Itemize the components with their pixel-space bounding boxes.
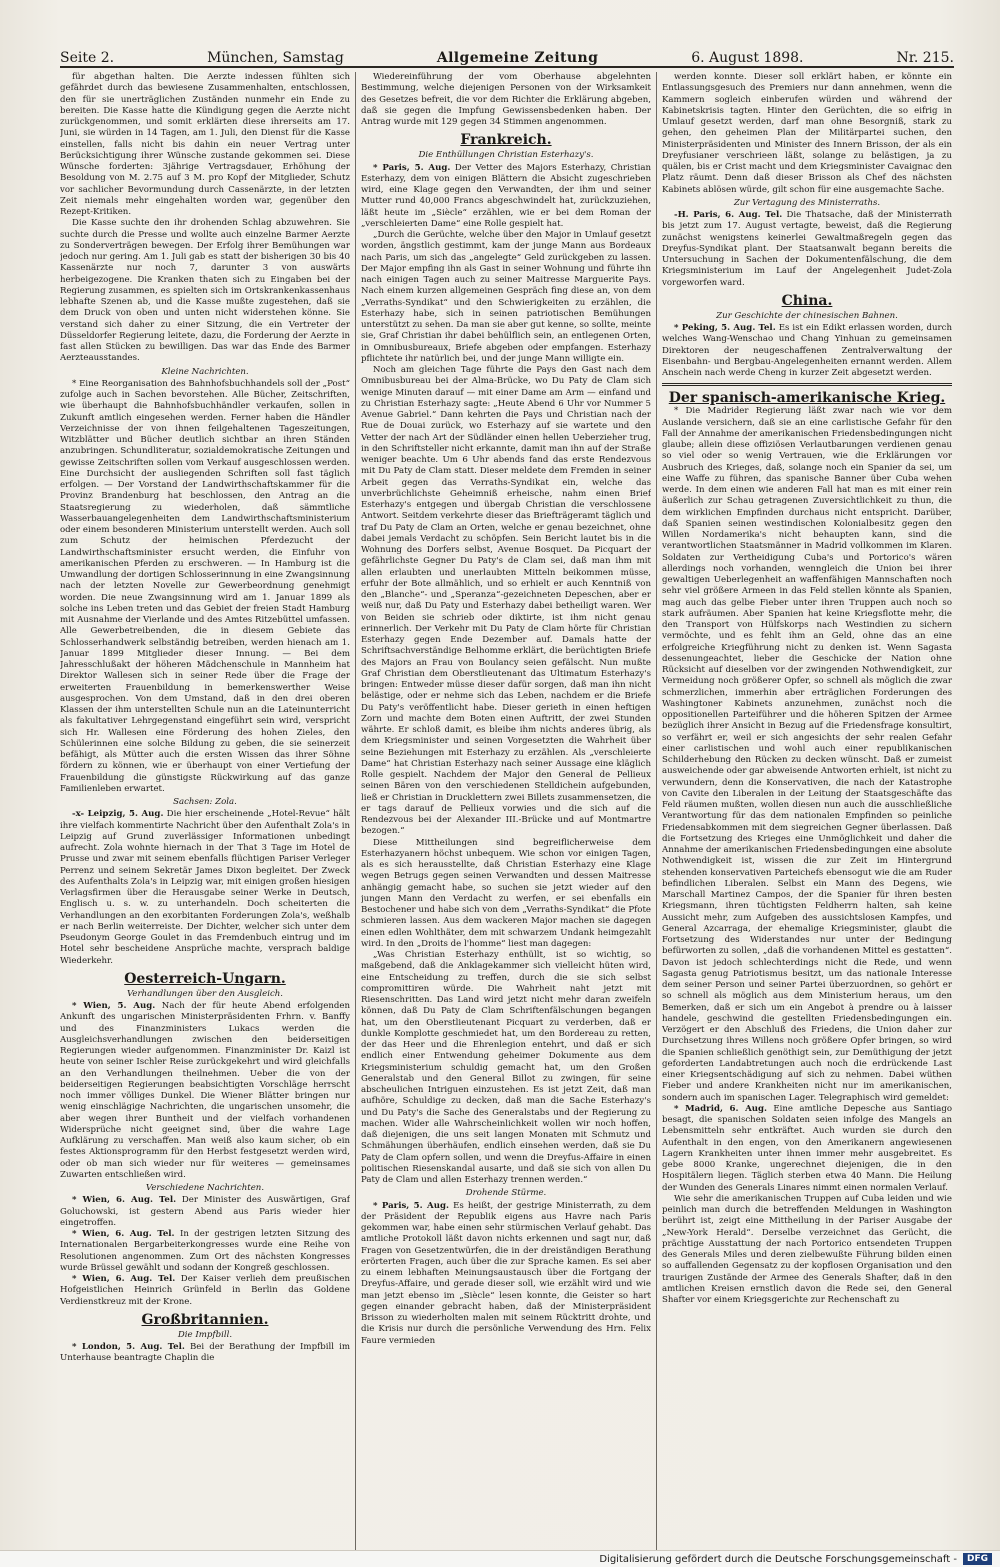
paragraph-text: werden konnte. Dieser soll erklärt haben, er könnte ein Entlassungsgesuch des Premiers nur dann annehmen, wenn die Kammern sogleich einberufen würden und während der Kabinetskrisis tagten. Hinter den Gerüchten, die so eifrig in Umlauf gesetzt werden, darf man ohne Besorgniß, stark zu gehen, den geheimen Plan der Militärpartei suchen, den Ministerpräsidenten und Minister des Innern Brisson, der als ein Dreyfusianer verschrieen läßt, solange zu belästigen, ja zu quälen, bis er Crist macht und dem Kriegsminister Cavaignac den Platz räumt. Denn daß dieser Brisson als Chef des nächsten Kabinets ablösen würde, gilt schon für eine ausgemachte Sache. [662,72,952,195]
sub-heading: Drohende Stürme. [465,1188,547,1199]
article-paragraph [361,838,651,951]
column-2 [361,72,651,1550]
paragraph-text: „Was Christian Esterhazy enthüllt, ist so wichtig, so maßgebend, daß die Anklagekammer sich vielleicht hüten wird, eine Entscheidung zu treffen, durch die sie sich selbst compromittiren würde. Die Wahrheit naht jetzt mit Riesenschritten. Das Land wird jetzt nicht mehr daran zweifeln können, daß Du Paty de Clam Schriftenfälschungen begangen hat, um den Oberstlieutenant Picquart zu verderben, daß er dunkle Komplotte geschmiedet hat, um den Bordereau zu retten, der das Heer und die Ehrenlegion entehrt, und daß er sich endlich einer Entwendung geheimer Dokumente aus dem Kriegsministerium schuldig gemacht hat, um den Großen Generalstab und den General Billot zu zwingen, für seine abscheulichen Intriguen einzustehen. Es ist jetzt Zeit, daß man aufhöre, Schuldige zu decken, daß man die Sache Esterhazy's und Du Paty's die Sache des Generalstabs und der Regierung zu machen. Wider alle Wahrscheinlichkeit wollen wir noch hoffen, daß diejenigen, die uns seit langen Monaten mit Schmutz und Schmähungen überhäufen, endlich einsehen werden, daß sie Du Paty de Clam opfern sollen, und wenn die Dreyfus-Affaire in einen politischen Riesenskandal ausarte, und daß sie sich von allen Du Paty de Clam und allen Esterhazy trennen werden.“ [361,950,651,1185]
article-paragraph [60,809,350,967]
article-paragraph [60,1195,350,1229]
dateline: -x- Leipzig, 5. Aug. [72,809,164,820]
article-paragraph [60,1274,350,1308]
dfg-logo: DFG [963,1553,992,1565]
paragraph-text: Die Thatsache, daß der Ministerrath bis jetzt zum 17. August vertagte, beweist, daß die Regierung zunächst wenigstens keinerlei Gewaltmaßregeln gegen das Dreyfus-Syndikat plant. Der Staatsanwalt begann bereits die Untersuchung in Sachen der Dokumentenfälschung, die dem Kriegsministerium im Lauf der Angelegenheit Judet-Zola vorgeworfen ward. [662,210,952,288]
paragraph-text: Der Kaiser verlieh dem preußischen Hofgeistlichen Heinrich Grünfeld in Berlin das Goldene Verdienstkreuz mit der Krone. [60,1274,350,1307]
article-paragraph [662,323,952,379]
sub-heading: Kleine Nachrichten. [161,366,249,377]
article-paragraph [60,1001,350,1181]
page-header [60,40,954,66]
sub-heading: Verschiedene Nachrichten. [145,1183,265,1193]
article-paragraph [60,1342,350,1365]
column-divider [355,72,356,1550]
dateline: * Wien, 6. Aug. Tel. [72,1229,175,1239]
column-divider [656,72,657,1550]
funding-credit: Digitalisierung gefördert durch die Deutsche Forschungsgemeinschaft - [599,1553,957,1565]
dateline: * Wien, 6. Aug. Tel. [72,1274,176,1284]
article-paragraph [60,72,350,218]
article-paragraph [662,210,952,289]
article-paragraph [662,406,952,1104]
place-day: München, Samstag [207,50,344,66]
article-paragraph [361,1201,651,1347]
digitization-footer [0,1550,1000,1567]
article-paragraph [60,1229,350,1274]
dateline: * Wien, 6. Aug. Tel. [72,1195,177,1206]
issue-number: Nr. 215. [896,50,954,66]
paragraph-text: * Eine Reorganisation des Bahnhofsbuchhandels soll der „Post“ zufolge auch in Sachen bevorstehen. Alle Bücher, Zeitschriften, wie überhaupt die Bahnhofsbuchhändler verkaufen, sollen in Zukunft amtlich eingesehen werden. Ferner haben die Händler Verzeichnisse der von ihnen feilgehaltenen Tageszeitungen, Witzblätter und Bücher deutlich sichtbar an ihren Ständen anzubringen. Schundliteratur, sozialdemokratische Zeitungen und gewisse Zeitschriften sollen vom Verkauf ausgeschlossen werden. Eine Durchsicht der ausliegenden Schriften soll fast täglich erfolgen. — Der Vorstand der Landwirthschaftskammer für die Provinz Brandenburg hat beschlossen, den Antrag an die Staatsregierung zu wiederholen, daß sämmtliche Wasserbauangelegenheiten dem Landwirthschaftsministerium oder einem besonderen Ministerium unterstellt werden. Auch soll zum Schutz der heimischen Pferdezucht der Landwirthschaftsminister ersucht werden, die Einfuhr von amerikanischen Pferden zu erschweren. — In Hamburg ist die Umwandlung der dortigen Schlosserinnung in eine Zwangsinnung nach der letzten Novelle zur Gewerbeordnung genehmigt worden. Die neue Zwangsinnung wird am 1. Januar 1899 als solche ins Leben treten und das Gebiet der freien Stadt Hamburg mit Ausnahme der Vierlande und des Amtes Ritzebüttel umfassen. Alle Gewerbetreibenden, die in diesem Gebiete das Schlosserhandwerk selbständig betreiben, werden hienach am 1. Januar 1899 Mitglieder dieser Innung. — Bei dem Jahresschlußakt der höheren Mädchenschule in Mannheim hat Direktor Wallesen sich in seiner Rede über die Frage der erweiterten Frauenbildung in bemerkenswerther Weise ausgesprochen. Von dem Umstand, daß in den drei oberen Klassen der ihm unterstellten Schule nun an die Lateinunterricht als fakultativer Lehrgegenstand eingeführt sein wird, verspricht sich Hr. Wallesen eine Förderung des hohen Zieles, den Schülerinnen eine solche Bildung zu geben, die sie seinerzeit befähigt, als Mütter auch die ersten Wissen das ihrer Söhne fördern zu können, wie er überhaupt von einer Vertiefung der Frauenbildung die günstigste Rückwirkung auf das ganze Familienleben erwartet. [60,378,350,794]
paragraph-text: Wiedereinführung der vom Oberhause abgelehnten Bestimmung, welche diejenigen Personen von der Wirksamkeit des Gesetzes befreit, die vor dem Richter die Erklärung abgeben, daß sie gegen die Impfung Gewissensbedenken haben. Der Antrag wurde mit 129 gegen 34 Stimmen angenommen. [361,72,651,127]
article-paragraph [60,218,350,364]
paragraph-text: In der gestrigen letzten Sitzung des Internationalen Bergarbeiterkongresses wurde eine Reihe von Resolutionen angenommen. Zum Ort des nächsten Kongresses wurde Brüssel gewählt und sodann der Kongreß geschlossen. [60,1229,350,1273]
page-number: Seite 2. [60,50,115,66]
sub-heading: Sachsen: Zola. [173,797,237,807]
article-paragraph [361,72,651,128]
paragraph-text: Wie sehr die amerikanischen Truppen auf Cuba leiden und wie peinlich man durch die betreffenden Meldungen in Washington berührt ist, zeigt eine Mittheilung in der Pariser Ausgabe der „New-York Herald“. Derselbe verzeichnet das Gerücht, die prächtige Ausstattung der nach Portorico entsendeten Truppen des Generals Miles und deren zielbewußte Führung bilden einen so auffallenden Gegensatz zu der kopflosen Organisation und den traurigen Zustände der Armee des Generals Shafter, daß in den amtlichen Kreisen ernstlich davon die Rede sei, den General Shafter vor einem Kriegsgerichte zur Rechenschaft zu [662,1193,952,1305]
article-paragraph [662,72,952,196]
paragraph-text: Der Minister des Auswärtigen, Graf Goluchowski, ist gestern Abend aus Paris wieder hier eingetroffen. [60,1195,350,1228]
article-paragraph [361,163,651,231]
article-paragraph [361,950,651,1186]
paragraph-text: Eine amtliche Depesche aus Santiago besagt, die spanischen Soldaten seien infolge des Mangels an Lebensmitteln sehr entkräftet. Auch wurden sie durch den Aufenthalt in den engen, von den Amerikanern angewiesenen Lagern Krankheiten unter ihnen immer mehr ausgebreitet. Es gebe 8000 Kranke, ungerechnet diejenigen, die in den Hospitälern liegen. Täglich sterben etwa 40 Mann. Die Heilung der Wunden des Generals Linares nimmt einen normalen Verlauf. [662,1103,952,1193]
paragraph-text: für abgethan halten. Die Aerzte indessen fühlten sich gefährdet durch das bewiesene Zusammenhalten, entschlossen, den für sie unerträglichen Zuständen nunmehr ein Ende zu bereiten. Die Kasse hatte die Kündigung gegen die Aerzte nicht zurückgenommen, und somit erklärten diese ihrerseits am 17. Juni, sie würden in 14 Tagen, am 1. Juli, den Dienst für die Kasse einstellen, falls nicht bis dahin ein neuer Vertrag unter Berücksichtigung ihrer Wünsche zustande gekommen sei. Diese Wünsche forderten: 3jährige Vertragsdauer, Erhöhung der Besoldung von M. 2.75 auf 3 M. pro Kopf der Mitglieder, Schutz vor sachlicher Bevormundung durch Cassenärzte, in der letzten Zeit niemals mehr eingehalten worden war, gegenüber den Rezept-Kritiken. [60,72,350,217]
header-rule [60,66,954,68]
dateline: * Paris, 5. Aug. [373,1200,449,1211]
section-heading: Großbritannien. [141,1311,269,1328]
dateline: * Peking, 5. Aug. Tel. [674,323,776,333]
paragraph-text: Noch am gleichen Tage führte die Pays den Gast nach dem Omnibusbureau bei der Alma-Brücke, wo Du Paty de Clam sich wenige Minuten darauf — mit einer Dame am Arm — einfand und zu Christian Esterhazy sagte: „Heute Abend 6 Uhr vor Nummer 5 Avenue Gabriel.“ Dann kehrten die Pays und Christian nach der Rue de Douai zurück, wo Esterhazy auf sie wartete und den Vetter der nach Art der Südländer einen hellen Ueberzieher trug, in den Schriftsteller nicht erkannte, damit man ihn auf der Straße weniger beachte. Um 6 Uhr abends fand das erste Rendezvous mit Du Paty de Clam statt. Dieser meldete dem Fremden in seiner Arbeit gegen das Verraths-Syndikat ein, welche das unverbrüchlichste Geheimniß erheische, nahm einen Brief Esterhazy's entgegen und übergab Christian die verschlossene Antwort. Seitdem verkehrte dieser das Briefträgeramt täglich und traf Du Paty de Clam an Orten, welche er genau bezeichnet, ohne dabei jemals Verdacht zu schöpfen. Sein Bericht lautet bis in die Wohnung des Dorfers selbst, Avenue Bosquet. Da Picquart der gefährlichste Gegner Du Paty's de Clam sei, daß man ihm mit allen erlaubten und unerlaubten Mitteln beikommen müsse, erfuhr der Bote allmählich, und so erhielt er auch Kenntniß von den „Blanche“- und „Speranza“-gezeichneten Depeschen, aber er weiß nur, daß Du Paty und Esterhazy dabei betheiligt waren. Wer von Beiden sie schrieb oder diktirte, ist ihm nicht genau erinnerlich. Der Verkehr mit Du Paty de Clam hörte für Christian Esterhazy gegen Ende Dezember auf. Damals hatte der Schriftsachverständige Belhomme erklärt, die berüchtigten Briefe des Majors an Frau von Boulancy seien gefälscht. Nun mußte Graf Christian dem Oberstlieutenant das Ultimatum Esterhazy's bringen: Entweder müsse dieser dafür sorgen, daß man ihn nicht belästige, oder er nehme sich das Leben, nachdem er die Briefe Du Paty's veröffentlicht habe. Dieser gerieth in einen heftigen Zorn und machte dem Boten einen Auftritt, der zwei Stunden währte. Er schloß damit, es bleibe ihm nichts anderes übrig, als dem Kriegsminister und seinen Vorgesetzten die Wahrheit über seine Beziehungen mit Esterhazy zu erzählen. Als „verschleierte Dame“ hat Christian Esterhazy nach seiner Aussage eine kläglich Rolle gespielt. Nachdem der Major den General de Pellieux seinen Bären von den verschiedenen Stelldichein aufgebunden, ließ er Christian in Drucklettern zwei Billets zusammensetzen, die er tags darauf de Pellieux vorwies und die sich auf die Rendezvous bei der Alexander III.-Brücke und auf Montmartre bezogen.“ [361,365,651,837]
paragraph-text: Nach der für heute Abend erfolgenden Ankunft des ungarischen Ministerpräsidenten Frhrn. v. Banffy und des Finanzministers Lukacs werden die Ausgleichsverhandlungen zwischen den beiderseitigen Regierungen wieder aufgenommen. Finanzminister Dr. Kaizl ist heute von seiner Ischler Reise zurückgekehrt und wird gleichfalls an den Verhandlungen theilnehmen. Ueber die von der beiderseitigen Regierungen beabsichtigten Vorschläge herrscht noch immer völliges Dunkel. Die Wiener Blätter bringen nur wenig einschlägige Nachrichten, die ungarischen unsomehr, die aber wegen ihrer Buntheit und der vielfach vorhandenen Widersprüche nicht geeignet sind, über die wahre Lage Aufklärung zu verschaffen. Man weiß also kaum sicher, ob ein festes Aktionsprogramm für den Herbst festgesetzt werden wird, oder ob man sich wieder nur für weiteres — gemeinsames Zuwarten entschließen wird. [60,1001,350,1180]
paragraph-text: Diese Mittheilungen sind begreiflicherweise dem Esterhazyanern höchst unbequem. Wie schon vor einigen Tagen, als es sich herausstellte, daß Christian Esterhazy eine Klage wegen Betrugs gegen seinen Verwandten und dessen Maitresse anhängig gemacht habe, so suchen sie jetzt wieder auf den jungen Mann den Verdacht zu werfen, er sei ebenfalls ein Bestochener und habe sich von dem „Verraths-Syndikat“ die Pfote schmieren lassen. Aus dem wackeren Major machen sie dagegen einen edlen Wohlthäter, dem mit schwarzem Undank heimgezahlt wird. In den „Droits de l'homme“ liest man dagegen: [361,837,651,949]
masthead: Allgemeine Zeitung [436,50,599,66]
paragraph-text: Die hier erscheinende „Hotel-Revue“ hält ihre vielfach kommentirte Nachricht über den Aufenthalt Zola's in Leipzig auf Grund zuverlässiger Informationen unbedingt aufrecht. Zola wohnte hiernach in der That 3 Tage im Hotel de Prusse und zwar mit seinem ebenfalls flüchtigen Pariser Verleger Perrenz und seinem Sekretär James Dixon begleitet. Der Zweck des Aufenthalts Zola's in Leipzig war, mit einigen großen hiesigen Verlagsfirmen über die Herausgabe seiner Werke in Deutsch, Englisch u. s. w. zu unterhandeln. Doch scheiterten die Verhandlungen an den exorbitanten Forderungen Zola's, weßhalb er nach Berlin weiterreiste. Der Dichter, welcher sich unter dem Pseudonym George Goulet in das Fremdenbuch eintrug und im Hotel sehr bescheidene Ansprüche machte, versprach baldige Wiederkehr. [60,809,350,966]
sub-heading: Die Impfbill. [177,1329,233,1340]
sub-heading: Zur Geschichte der chinesischen Bahnen. [716,310,898,321]
article-paragraph [60,379,350,795]
paragraph-text: * Die Madrider Regierung läßt zwar nach wie vor dem Auslande versichern, daß sie an eine carlistische Gefahr für den Fall der Annahme der amerikanischen Friedensbedingungen nicht glaube; allein diese offiziösen Verlautbarungen verdienen genau so viel oder so wenig Vertrauen, wie die Erklärungen vor Ausbruch des Krieges, daß, solange noch ein Spanier da sei, um eine Waffe zu führen, das spanische Banner über Cuba wehen werde. In dem einen wie anderen Fall hat man es mit einer rein äußerlich zur Schau getragenen Zuversichtlichkeit zu thun, die dem wirklichen Empfinden durchaus nicht entspricht. Darüber, daß Spanien seinen westindischen Kolonialbesitz gegen den Willen Nordamerika's nicht behaupten kann, sind die verantwortlichen Staatsmänner in Madrid vollkommen im Klaren. Soldaten zur Vertheidigung Cuba's und Portorico's wären allerdings noch vorhanden, wenngleich die Union bei ihrer gewaltigen Ueberlegenheit an waffenfähigen Mannschaften noch sehr viel größere Armeen in das Feld stellen könnte als Spanien, mag auch das gelbe Fieber unter ihren Truppen auch noch so stark aufräumen. Aber Spanien hat keine Kriegsflotte mehr, die den Transport von Hülfskorps nach Westindien zu sichern vermöchte, und es fehlt ihm an Geld, ohne das an eine erfolgreiche Kriegführung nicht zu denken ist. Wenn Sagasta dessenungeachtet, lieber die Geschicke der Nation ohne Rücksicht auf dieselben vor der zwingenden Nothwendigkeit, zur Vermeidung noch größerer Opfer, so schnell als möglich die zwar schmerzlichen, immerhin aber erträglichen Forderungen des Washingtoner Kabinets anzunehmen, zunächst noch die oppositionellen Parteiführer und die höheren Spitzen der Armee bezüglich ihrer Ansicht in Bezug auf die Friedensfrage konsultirt, so verfährt er, weil er sich angesichts der sehr realen Gefahr einer carlistischen und wohl auch einer republikanischen Schilderhebung den Rücken zu decken wünscht. Daß er zumeist ausweichende oder gar abweisende Antworten erhielt, ist nicht zu verwundern, denn die Konservativen, die nach der Katastrophe von Cavite den Liberalen in der Leitung der Staatsgeschäfte das Feld räumen mußten, wollen diesen nun auch die ausschließliche Verantwortung für das dem nationalen Empfinden so peinliche Friedensabkommen mit dem siegreichen Gegner überlassen. Daß die Fortsetzung des Krieges eine Unmöglichkeit und daher die Annahme der amerikanischen Friedensbedingungen eine absolute Nothwendigkeit ist, wissen die zur Zeit im Hintergrund stehenden konservativen Parteichefs ebensogut wie die am Ruder befindlichen Liberalen. Selbst ein Mann des Degens, wie Marschall Martinez Campos, der die Spanier für ihren besten Kriegsmann, ihren tüchtigsten Feldherrn halten, sah keine Aussicht mehr, zum Aufgeben des aussichtslosen Kampfes, und General Azcarraga, der ehemalige Kriegsminister, glaubt die Fortsetzung des Widerstandes nur unter der Bedingung befürworten zu sollen, „daß die vorhandenen Mittel es gestatten“. Davon ist jedoch schlechterdings nicht die Rede, und wenn Sagasta genug Patriotismus besitzt, um das nationale Interesse dem seiner Person und seiner Partei überzuordnen, so gehört er so schnell als möglich aus dem Ministerium heraus, um den Bemerken, daß er sich um ein Angebot à prendre ou à laisser handele, geschwind die gestellten Friedensbedingungen ein. Verzögert er den Abschluß des Friedens, die Union daher zur Durchsetzung ihres Willens noch größere Opfer bringen, so wird die Spanien schließlich genöthigt sein, zur Demüthigung der jetzt geforderten Landabtretungen auch noch die erdrückende Last einer Kriegsentschädigung auf sich zu nehmen. Dabei wüthen Fieber und andere Krankheiten nicht nur im amerikanischen, sondern auch im spanischen Lager. Telegraphisch wird gemeldet: [662,406,952,1103]
dateline: * Wien, 5. Aug. [72,1001,156,1011]
sub-heading: Verhandlungen über den Ausgleich. [126,988,284,999]
dateline: -H. Paris, 6. Aug. Tel. [674,210,783,220]
issue-date: 6. August 1898. [691,50,804,66]
paragraph-text: Der Vetter des Majors Esterhazy, Christian Esterhazy, dem von einigen Blättern die Absicht zugeschrieben wird, eine Klage gegen den Verwandten, der ihm und seiner Mutter rund 40,000 Francs abgeschwindelt hat, zurückzuziehen, läßt heute im „Siècle“ erzählen, wie er bei dem Roman der „verschleierten Dame“ eine Rolle gespielt hat. [361,162,651,229]
section-heading: China. [781,292,833,309]
section-heading: Oesterreich-Ungarn. [124,970,286,987]
article-paragraph [662,1194,952,1307]
paragraph-text: Es heißt, der gestrige Ministerrath, zu dem der Präsident der Republik eigens aus Havre nach Paris gekommen war, habe einen sehr stürmischen Verlauf gehabt. Das amtliche Protokoll läßt davon nichts erkennen und sagt nur, daß Fragen von Gesetzentwürfen, die in der dreiständigen Berathung erörterten Fragen, auch über die zur Sprache kamen. Es sei aber zu einem lebhaften Meinungsaustausch über die Fortgang der Dreyfus-Affaire, und gerade dieser soll, wie erzählt wird und wie man jetzt ebenso im „Siècle“ lesen konnte, die Geister so hart gegen einander gebracht haben, daß der Ministerpräsident Brisson zu wiederholten malen mit seinem Rücktritt drohte, und die Krisis nur durch die persönliche Verwendung des Hrn. Felix Faure vermieden [361,1200,651,1346]
section-heading: Der spanisch-amerikanische Krieg. [668,390,946,407]
dateline: * Paris, 5. Aug. [373,162,451,173]
section-rule [662,383,952,386]
article-paragraph [662,1104,952,1194]
article-paragraph [361,365,651,838]
sub-heading: Zur Vertagung des Ministerraths. [733,197,881,208]
sub-heading: Die Enthüllungen Christian Esterhazy's. [418,150,594,161]
paragraph-text: „Durch die Gerüchte, welche über den Major in Umlauf gesetzt worden, ängstlich gestimmt, kam der junge Mann aus Bordeaux nach Paris, um sich das „angelegte“ Geld zurückgeben zu lassen. Der Major empfing ihn als Gast in seiner Wohnung und führte ihn nach einigen Tagen auch zu seiner Maitresse Marguerite Pays. Nach einem kurzen allgemeinen Gespräch fing diese an, von dem „Verraths-Syndikat“ und den Schwierigkeiten zu erzählen, die Esterhazy habe, sich in seinen patriotischen Bemühungen unterstützt zu sehen. Da man sie aber gut kenne, so sollte, meinte sie, Graf Christian ihr dabei behülflich sein, an entlegenen Orten, in Omnibusbureaux, Briefe abgeben oder empfangen. Esterhazy pflichtete ihr natürlich bei, und der junge Mann willigte ein. [361,230,651,364]
article-paragraph [361,230,651,365]
column-1 [60,72,350,1550]
column-3 [662,72,952,1550]
paragraph-text: Es ist ein Edikt erlassen worden, durch welches Wang-Wenschao und Chang Yinhuan zu gemeinsamen Direktoren der neugeschaffenen Zentralverwaltung der Eisenbahn- und Bergbau-Angelegenheiten ernannt werden. Allem Anschein nach werde Cheng in kurzer Zeit abgesetzt werden. [662,323,952,378]
paragraph-text: Bei der Berathung der Impfbill im Unterhause beantragte Chaplin die [60,1342,350,1364]
dateline: * London, 5. Aug. Tel. [72,1342,185,1352]
dateline: * Madrid, 6. Aug. [674,1103,768,1114]
paragraph-text: Die Kasse suchte den ihr drohenden Schlag abzuwehren. Sie suchte durch die Presse und wollte auch einzelne Barmer Aerzte zu Sonderverträgen bewegen. Der Erfolg ihrer Bemühungen war jedoch nur gering. Am 1. Juli gab es statt der bisherigen 30 bis 40 Kassenärzte nur noch 7, darunter 3 von auswärts herbeigezogene. Die Kranken thaten sich zu Eingaben bei der Regierung zusammen, es spielten sich im Ortskrankenkassenhaus lebhafte Szenen ab, und die Kasse mußte zugestehen, daß sie dem Druck von oben und unten nicht widerstehen könne. Sie verstand sich daher zu einer Sitzung, die ein Vertreter der Düsseldorfer Regierung leitete, dazu, die Forderung der Aerzte in fast allen Stücken zu bewilligen. Das war das Ende des Barmer Aerzteausstandes. [60,218,350,364]
section-heading: Frankreich. [460,132,552,149]
